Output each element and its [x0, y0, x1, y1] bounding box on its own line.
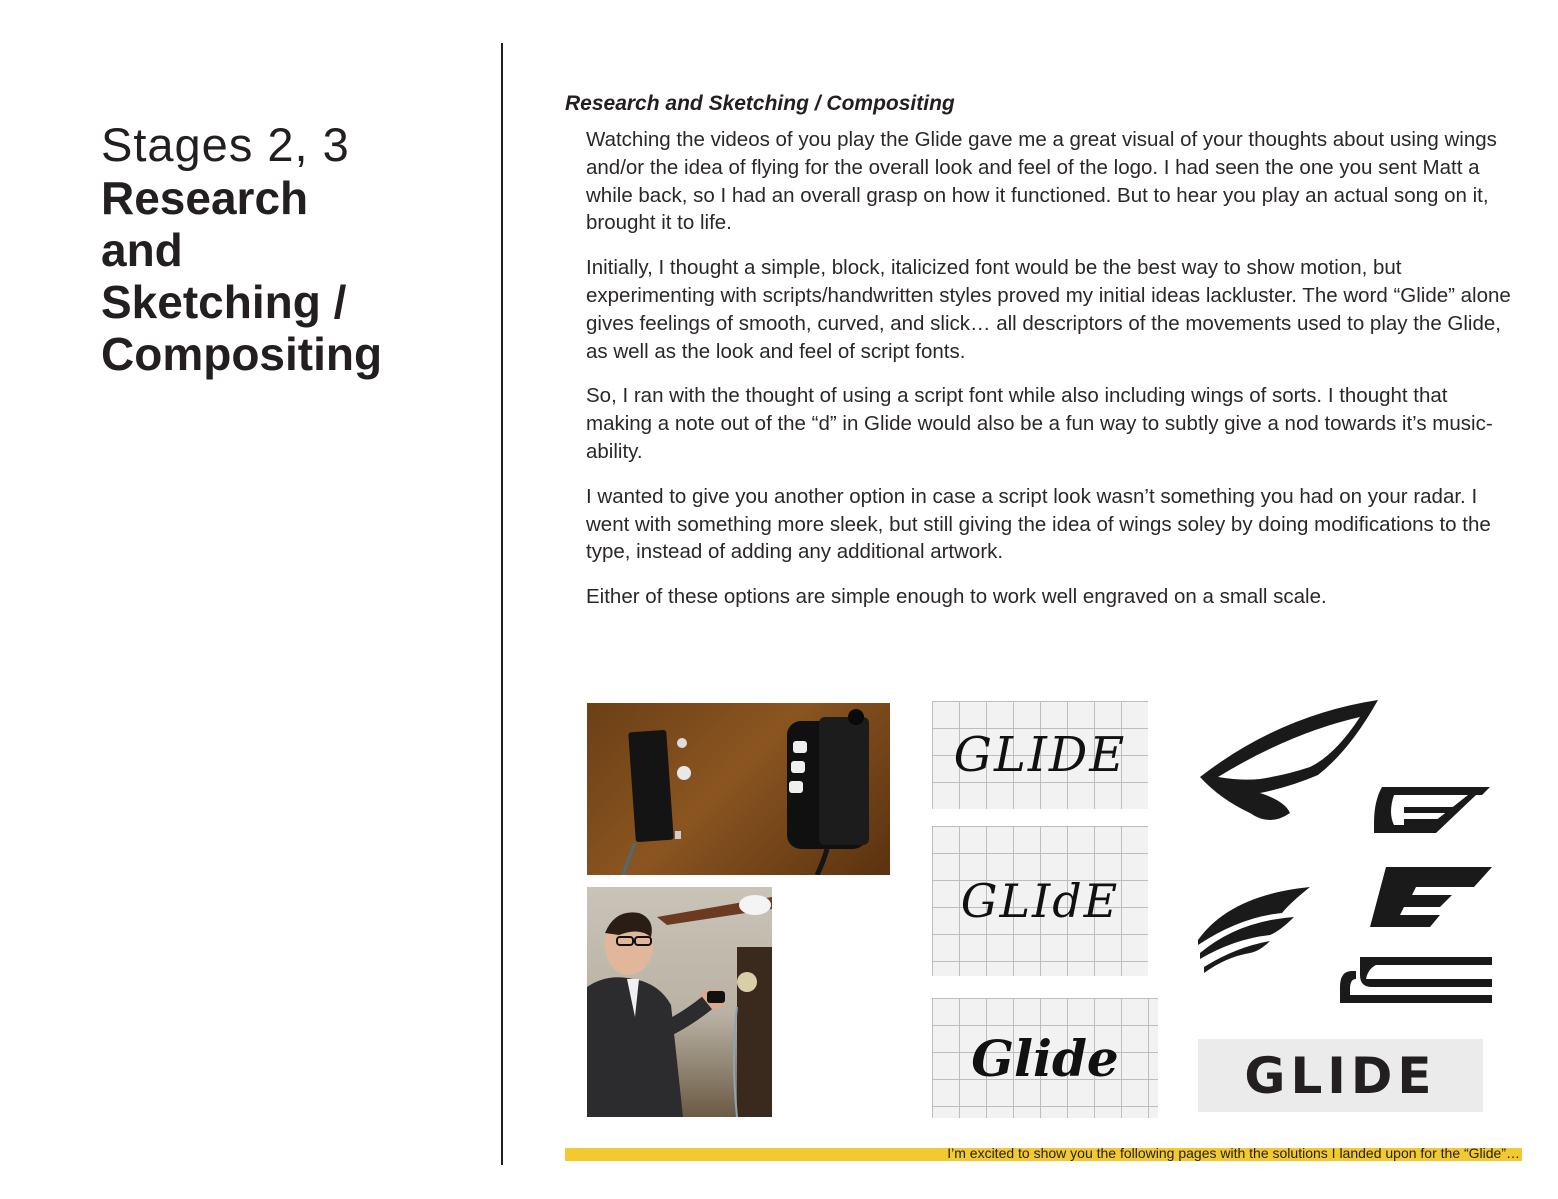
sketch-word: Glide — [971, 1028, 1119, 1088]
paragraph: Either of these options are simple enough to work well engraved on a small scale. — [586, 585, 1327, 609]
striped-wing-icon — [1340, 957, 1492, 1003]
vertical-divider — [501, 43, 503, 1165]
stage-label: Stages 2, 3 — [101, 118, 350, 171]
section-title-line: Compositing — [101, 328, 383, 380]
person-photo — [587, 887, 772, 1117]
section-title-line: Sketching / — [101, 276, 347, 328]
footer-bar — [565, 1145, 1522, 1161]
large-wing-icon — [1200, 700, 1378, 820]
glide-logo-box — [1198, 1039, 1483, 1112]
device-illustration — [587, 703, 890, 875]
paragraph: So, I ran with the thought of using a script font while also including wings of sorts. I thought that making a note out of the “d” in Glide would also be a fun way to subtly give a nod towards it’s music-ability. — [586, 384, 1493, 463]
section-title-line: and — [101, 224, 183, 276]
sketch-script-glide — [932, 826, 1148, 976]
wing-marks — [1190, 695, 1500, 1020]
sketch-bold-script-glide — [932, 998, 1158, 1118]
device-photo — [587, 703, 890, 875]
paragraph: Initially, I thought a simple, block, italicized font would be the best way to show motion, but experimenting with scripts/handwritten styles proved my initial ideas lackluster. The word “Glide” alone gives feelings of smooth, curved, and slick… all descriptors of the movements used to play the Glide, as well as the look and feel of script fonts. — [586, 256, 1511, 363]
glide-logo-text: GLIDE — [1244, 1046, 1437, 1105]
small-wing-icon — [1374, 787, 1490, 833]
sketch-word: GLIDE — [953, 727, 1127, 783]
body-text — [586, 126, 1516, 628]
paragraph: I wanted to give you another option in case a script look wasn’t something you had on your radar. I went with something more sleek, but still giving the idea of wings soley by doing modifications to the type, instead of adding any additional artwork. — [586, 484, 1491, 564]
section-title-line: Research — [101, 172, 309, 224]
footer-note: I’m excited to show you the following pages with the solutions I landed upon for the “Glide”… — [947, 1145, 1520, 1161]
paragraph: Watching the videos of you play the Glide gave me a great visual of your thoughts about using wings and/or the idea of flying for the overall look and feel of the logo. I had seen the one you sent Matt a while back, so I had an overall grasp on how it functioned. But to hear you play an actual song on it, brought it to life. — [586, 128, 1497, 235]
sketch-word: GLIdE — [960, 874, 1120, 928]
sidebar-title-block — [101, 118, 461, 380]
curved-wing-icon — [1198, 887, 1310, 973]
bold-wing-icon — [1370, 867, 1492, 927]
sketch-block-glide — [932, 701, 1148, 809]
section-heading: Research and Sketching / Compositing — [565, 92, 955, 115]
person-illustration — [587, 887, 772, 1117]
